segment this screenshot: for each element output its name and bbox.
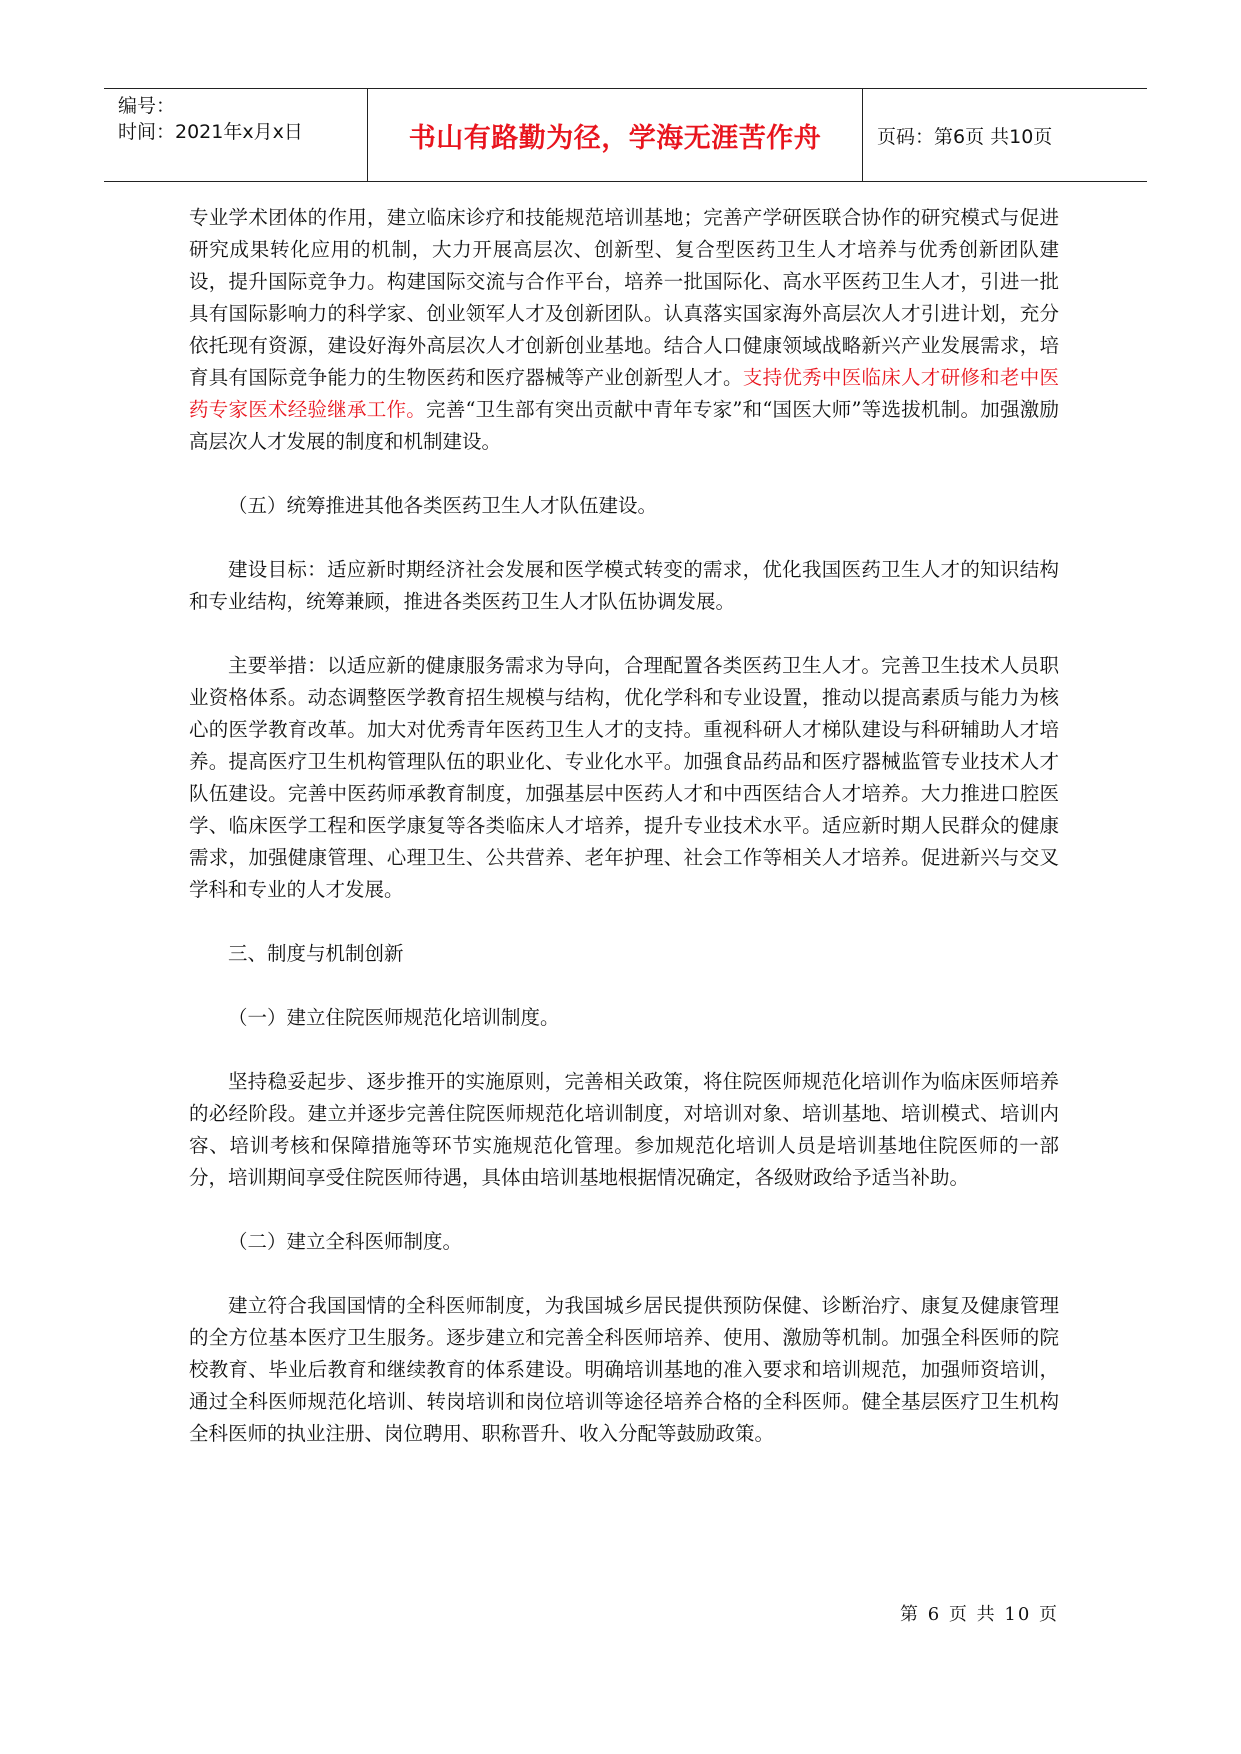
paragraph-goal: 建设目标：适应新时期经济社会发展和医学模式转变的需求，优化我国医药卫生人才的知识结构和专业结构，统筹兼顾，推进各类医药卫生人才队伍协调发展。 bbox=[189, 558, 1059, 613]
number-label: 编号： bbox=[118, 95, 176, 117]
section-heading-two: （二）建立全科医师制度。 bbox=[228, 1230, 463, 1253]
paragraph-high-level-talent bbox=[189, 202, 1059, 458]
paragraph-text: 专业学术团体的作用，建立临床诊疗和技能规范培训基地；完善产学研医联合协作的研究模式与促进研究成果转化应用的机制，大力开展高层次、创新型、复合型医药卫生人才培养与优秀创新团队建设，提升国际竞争力。构建国际交流与合作平台，培养一批国际化、高水平医药卫生人才，引进一批具有国际影响力的科学家、创业领军人才及创新团队。认真落实国家海外高层次人才引进计划，充分依托现有资源，建设好海外高层次人才创新创业基地。结合人口健康领域战略新兴产业发展需求，培育具有国际竞争能力的生物医药和医疗器械等产业创新型人才。 bbox=[189, 206, 1059, 389]
page-header bbox=[104, 88, 1147, 182]
section-heading-three: 三、制度与机制创新 bbox=[228, 942, 404, 965]
document-body bbox=[189, 202, 1059, 1450]
paragraph-text: 完善“卫生部有突出贡献中青年专家”和“国医大师”等选拔机制。加强激励高层次人才发展的制度和机制建设。 bbox=[189, 398, 1059, 453]
header-motto: 书山有路勤为径，学海无涯苦作舟 bbox=[368, 89, 863, 181]
section-heading-five: （五）统筹推进其他各类医药卫生人才队伍建设。 bbox=[228, 494, 658, 517]
page-footer: 第 6 页 共 10 页 bbox=[900, 1604, 1059, 1625]
section-heading-one: （一）建立住院医师规范化培训制度。 bbox=[228, 1006, 560, 1029]
header-page-label: 页码：第6页 共10页 bbox=[877, 125, 1053, 148]
highlighted-text: 支持优秀中医临床人才研修和老中医药专家医术经验继承工作。 bbox=[189, 366, 1059, 421]
paragraph-measures: 主要举措：以适应新的健康服务需求为导向，合理配置各类医药卫生人才。完善卫生技术人员职业资格体系。动态调整医学教育招生规模与结构，优化学科和专业设置，推动以提高素质与能力为核心的医学教育改革。加大对优秀青年医药卫生人才的支持。重视科研人才梯队建设与科研辅助人才培养。提高医疗卫生机构管理队伍的职业化、专业化水平。加强食品药品和医疗器械监管专业技术人才队伍建设。完善中医药师承教育制度，加强基层中医药人才和中西医结合人才培养。大力推进口腔医学、临床医学工程和医学康复等各类临床人才培养，提升专业技术水平。适应新时期人民群众的健康需求，加强健康管理、心理卫生、公共营养、老年护理、社会工作等相关人才培养。促进新兴与交叉学科和专业的人才发展。 bbox=[189, 654, 1059, 901]
time-label: 时间：2021年x月x日 bbox=[118, 121, 303, 143]
paragraph-resident-training: 坚持稳妥起步、逐步推开的实施原则，完善相关政策，将住院医师规范化培训作为临床医师培养的必经阶段。建立并逐步完善住院医师规范化培训制度，对培训对象、培训基地、培训模式、培训内容、培训考核和保障措施等环节实施规范化管理。参加规范化培训人员是培训基地住院医师的一部分，培训期间享受住院医师待遇，具体由培训基地根据情况确定，各级财政给予适当补助。 bbox=[189, 1070, 1059, 1189]
header-meta bbox=[104, 89, 368, 181]
paragraph-general-practitioner: 建立符合我国国情的全科医师制度，为我国城乡居民提供预防保健、诊断治疗、康复及健康管理的全方位基本医疗卫生服务。逐步建立和完善全科医师培养、使用、激励等机制。加强全科医师的院校教育、毕业后教育和继续教育的体系建设。明确培训基地的准入要求和培训规范，加强师资培训，通过全科医师规范化培训、转岗培训和岗位培训等途径培养合格的全科医师。健全基层医疗卫生机构全科医师的执业注册、岗位聘用、职称晋升、收入分配等鼓励政策。 bbox=[189, 1294, 1059, 1445]
